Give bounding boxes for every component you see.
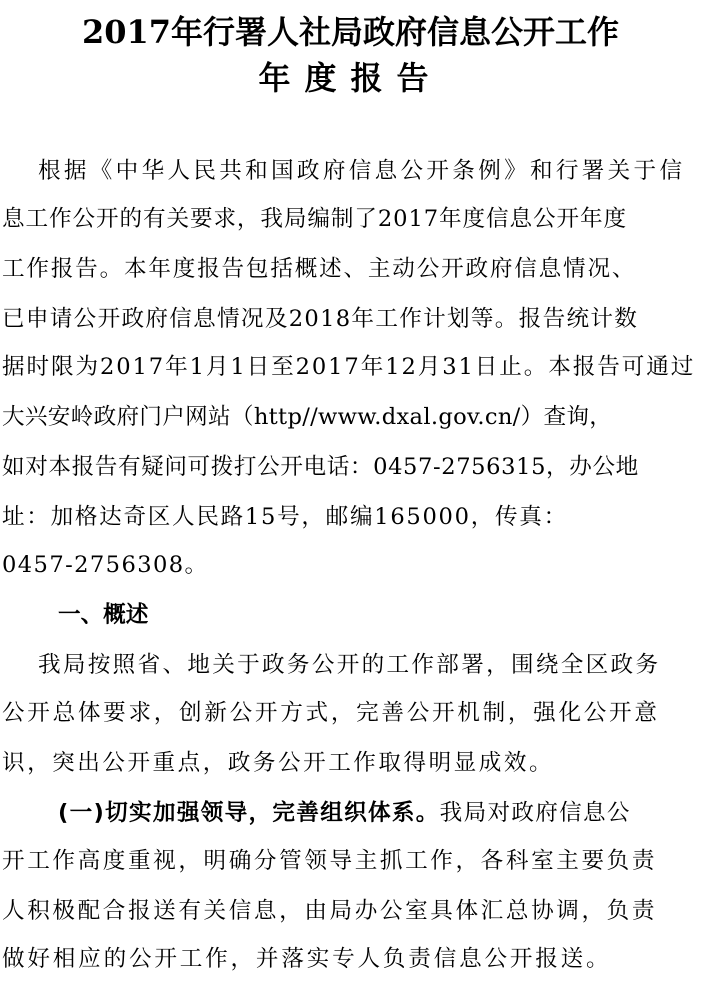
- intro-line: 大兴安岭政府门户网站（http//www.dxal.gov.cn/）查询，: [2, 404, 613, 430]
- overview-line: 我局按照省、地关于政务公开的工作部署，围绕全区政务: [38, 652, 661, 678]
- intro-line: 如对本报告有疑问可拨打公开电话：0457-2756315，办公地: [2, 454, 639, 480]
- intro-line: 根据《中华人民共和国政府信息公开条例》和行署关于信: [38, 158, 686, 184]
- intro-line: 据时限为2017年1月1日至2017年12月31日止。本报告可通过: [2, 354, 696, 380]
- intro-line: 已申请公开政府信息情况及2018年工作计划等。报告统计数: [2, 306, 639, 332]
- intro-line: 息工作公开的有关要求，我局编制了2017年度信息公开年度: [2, 206, 627, 232]
- subsection-first-line: [58, 798, 631, 828]
- report-title-line2: 年度报告: [258, 59, 443, 97]
- subsection-line: 做好相应的公开工作，并落实专人负责信息公开报送。: [2, 946, 612, 972]
- report-title-line1: 2017年行署人社局政府信息公开工作: [81, 13, 620, 51]
- subsection-line: 人积极配合报送有关信息，由局办公室具体汇总协调，负责: [2, 898, 658, 924]
- intro-line: 0457-2756308。: [2, 552, 209, 578]
- subsection-line: 开工作高度重视，明确分管领导主抓工作，各科室主要负责: [2, 848, 658, 874]
- intro-line: 址：加格达奇区人民路15号，邮编165000，传真：: [2, 504, 568, 530]
- overview-line: 识，突出公开重点，政务公开工作取得明显成效。: [2, 750, 555, 776]
- subsection-text: 我局对政府信息公: [439, 800, 631, 826]
- subsection-heading: (一)切实加强领导，完善组织体系。: [58, 800, 440, 826]
- section-heading-overview: 一、概述: [58, 602, 149, 628]
- overview-line: 公开总体要求，创新公开方式，完善公开机制，强化公开意: [2, 700, 660, 726]
- intro-line: 工作报告。本年度报告包括概述、主动公开政府信息情况、: [2, 256, 637, 282]
